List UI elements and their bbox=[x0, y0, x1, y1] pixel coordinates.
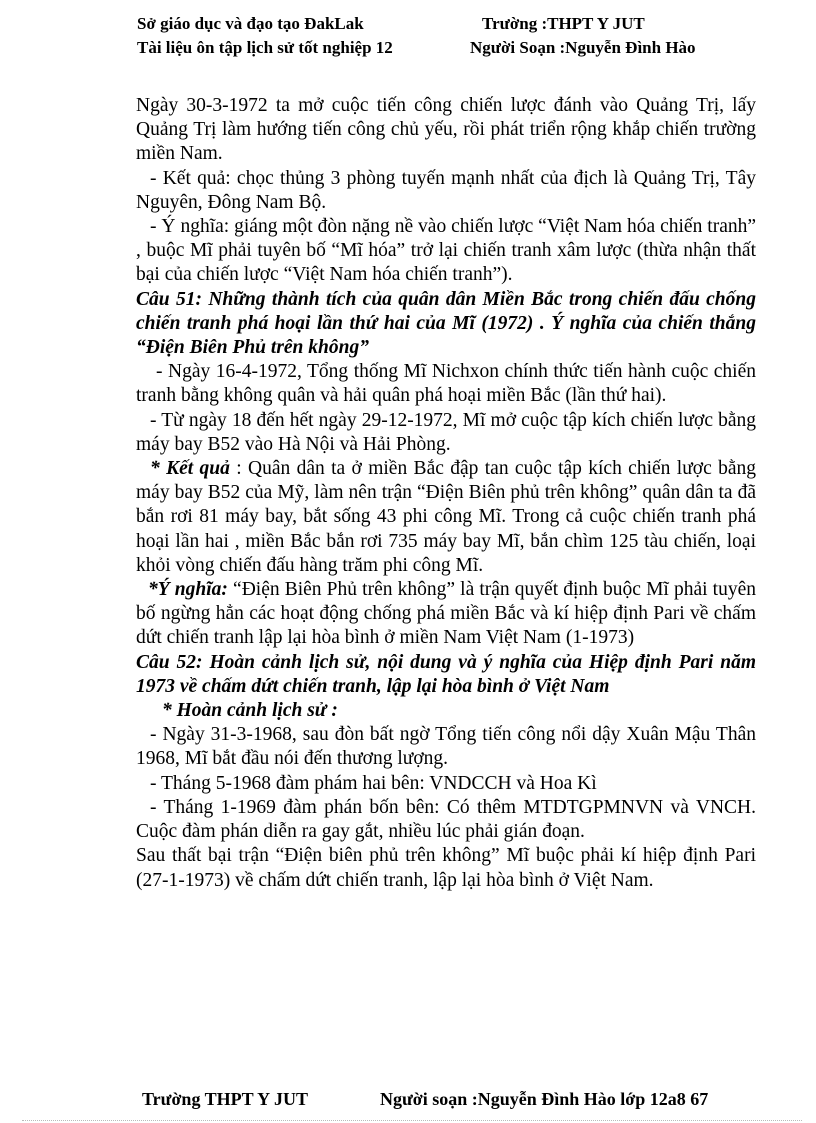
footer-author-page: Người soạn :Nguyễn Đình Hào lớp 12a8 67 bbox=[380, 1089, 709, 1109]
header-department: Sở giáo dục và đạo tạo ĐakLak bbox=[137, 14, 364, 33]
paragraph-two-party-talks: - Tháng 5-1968 đàm phám hai bên: VNDCCH và Hoa Kì bbox=[150, 772, 597, 794]
question-51-heading: Câu 51: Những thành tích của quân dân Miền Bắc trong chiến đấu chống chiến tranh phá hoại lần thứ hai của Mĩ (1972) . Ý nghĩa của chiến thắng “Điện Biên Phủ trên không” bbox=[136, 288, 756, 359]
paragraph-offensive-1972: Ngày 30-3-1972 ta mở cuộc tiến công chiến lược đánh vào Quảng Trị, lấy Quảng Trị làm hướng tiến công chủ yếu, rồi phát triển rộng khắp chiến trường miền Nam. bbox=[136, 95, 756, 165]
question-52-heading: Câu 52: Hoàn cảnh lịch sử, nội dung và ý nghĩa của Hiệp định Pari năm 1973 về chấm dứt chiến tranh, lập lại hòa bình ở Việt Nam bbox=[136, 651, 756, 697]
paragraph-meaning bbox=[136, 578, 756, 651]
paragraph-four-party-talks: - Tháng 1-1969 đàm phán bốn bên: Có thêm MTDTGPMNVN và VNCH. Cuộc đàm phán diễn ra gay gắt, nhiều lúc phải gián đoạn. bbox=[136, 796, 756, 843]
header-author: Người Soạn :Nguyễn Đình Hào bbox=[470, 38, 696, 57]
document-body bbox=[136, 94, 756, 893]
paragraph-significance: - Ý nghĩa: giáng một đòn nặng nề vào chiến lược “Việt Nam hóa chiến tranh” , buộc Mĩ phải tuyên bố “Mĩ hóa” trở lại chiến tranh xâm lược (thừa nhận thất bại của chiến lược “Việt Nam hóa chiến tranh”). bbox=[136, 216, 756, 286]
paragraph-result: - Kết quả: chọc thủng 3 phòng tuyến mạnh nhất của địch là Quảng Trị, Tây Nguyên, Đông Nam Bộ. bbox=[136, 167, 756, 213]
header-row-2 bbox=[137, 36, 777, 60]
header-document-title: Tài liệu ôn tập lịch sử tốt nghiệp 12 bbox=[137, 38, 393, 57]
paragraph-b52-raid: - Từ ngày 18 đến hết ngày 29-12-1972, Mĩ mở cuộc tập kích chiến lược bằng máy bay B52 vào Hà Nội và Hải Phòng. bbox=[136, 409, 756, 455]
header-school: Trường :THPT Y JUT bbox=[482, 14, 645, 33]
outcome-label: * Kết quả bbox=[150, 458, 230, 480]
outcome-text: : Quân dân ta ở miền Bắc đập tan cuộc tập kích chiến lược bằng máy bay B52 của Mỹ, làm nên trận “Điện Biên phủ trên không” quân dân ta đã bắn rơi 81 máy bay, bắt sống 43 phi công Mĩ. Trong cả cuộc chiến tranh phá hoại lần hai , miền Bắc bắn rơi 735 máy bay Mĩ, bắn chìm 125 tàu chiến, loại khỏi vòng chiến đấu hàng trăm phi công Mĩ. bbox=[136, 458, 756, 576]
meaning-label: *Ý nghĩa: bbox=[148, 579, 228, 601]
page-bottom-divider bbox=[22, 1120, 802, 1121]
header-row-1 bbox=[137, 12, 777, 36]
page-header bbox=[137, 12, 777, 60]
subheading-historical-context: * Hoàn cảnh lịch sử : bbox=[162, 700, 338, 722]
page-footer bbox=[142, 1089, 762, 1110]
paragraph-nixon-war: - Ngày 16-4-1972, Tổng thống Mĩ Nichxon chính thức tiến hành cuộc chiến tranh bằng không quân và hải quân phá hoại miền Bắc (lần thứ hai). bbox=[136, 361, 756, 407]
meaning-text: “Điện Biên Phủ trên không” là trận quyết định buộc Mĩ phải tuyên bố ngừng hẳn các hoạt động chống phá miền Bắc và kí hiệp định Pari về chấm dứt chiến tranh lập lại hòa bình ở miền Nam Việt Nam (1-1973) bbox=[136, 579, 756, 649]
footer-school: Trường THPT Y JUT bbox=[142, 1089, 308, 1109]
paragraph-outcome bbox=[136, 457, 756, 578]
paragraph-negotiation-start: - Ngày 31-3-1968, sau đòn bất ngờ Tổng tiến công nổi dậy Xuân Mậu Thân 1968, Mĩ bắt đầu nói đến thương lượng. bbox=[136, 724, 756, 770]
paragraph-paris-agreement: Sau thất bại trận “Điện biên phủ trên không” Mĩ buộc phải kí hiệp định Pari (27-1-1973) về chấm dứt chiến tranh, lập lại hòa bình ở Việt Nam. bbox=[136, 845, 756, 891]
